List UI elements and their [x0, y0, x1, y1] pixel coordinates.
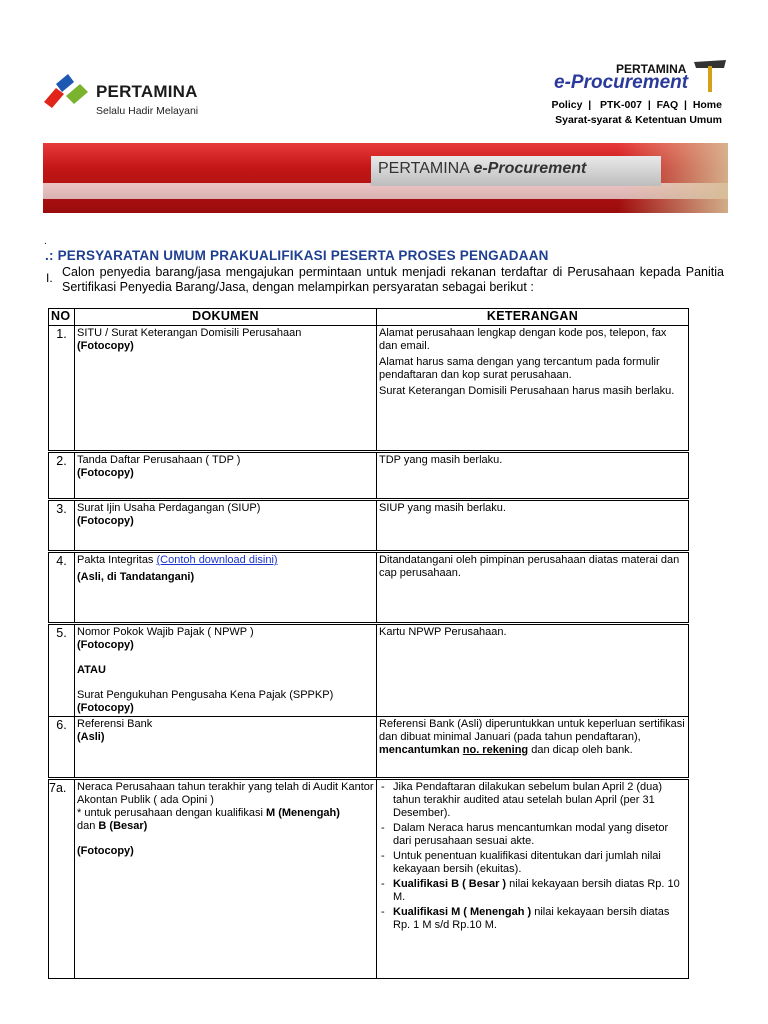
nav-policy-link[interactable]: Policy: [551, 99, 583, 111]
document-name: Surat Ijin Usaha Perdagangan (SIUP): [77, 502, 261, 514]
row-keterangan: Ditandatangani oleh pimpinan perusahaan diatas materai dan cap perusahaan.: [377, 552, 689, 624]
hammer-icon: [690, 56, 730, 96]
table-row: [49, 717, 689, 779]
kualifikasi-m-label: Kualifikasi M ( Menengah ): [393, 906, 532, 918]
document-name: SITU / Surat Keterangan Domisili Perusahaan: [77, 327, 302, 339]
header-banner: [43, 143, 728, 213]
table-row: [49, 624, 689, 717]
header-keterangan: KETERANGAN: [377, 309, 689, 326]
keterangan-bold: mencantumkan: [379, 744, 463, 756]
document-note: (Fotocopy): [77, 639, 134, 651]
eprocurement-logo-small: PERTAMINA: [616, 62, 687, 76]
row-keterangan: [377, 717, 689, 779]
document-name: Neraca Perusahaan tahun terakhir yang telah di Audit Kantor Akontan Publik ( ada Opini ): [77, 781, 374, 806]
pertamina-logo: [42, 74, 199, 117]
kualifikasi-m-text: nilai kekayaan bersih diatas Rp. 1 M s/d Rp.10 M.: [393, 906, 670, 931]
table-row: [49, 500, 689, 552]
keterangan-line: Alamat harus sama dengan yang tercantum pada formulir pendaftaran dan kop surat perusahaan.: [379, 356, 660, 381]
list-item: - Untuk penentuan kualifikasi ditentukan dari jumlah nilai kekayaan bersih (ekuitas).: [379, 850, 686, 876]
document-note: (Fotocopy): [77, 467, 134, 479]
nav-syarat-link[interactable]: Syarat-syarat & Ketentuan Umum: [555, 114, 722, 126]
keterangan-text: dan dicap oleh bank.: [528, 744, 633, 756]
list-item: [379, 878, 686, 904]
banner-title-plain: PERTAMINA: [378, 160, 474, 177]
banner-title-italic: e-Procurement: [473, 160, 587, 177]
row-number: 1.: [49, 326, 75, 452]
qualification-b: B (Besar): [98, 820, 148, 832]
nav-faq-link[interactable]: FAQ: [656, 99, 679, 111]
row-number: 4.: [49, 552, 75, 624]
row-keterangan: SIUP yang masih berlaku.: [377, 500, 689, 552]
nav-home-link[interactable]: Home: [692, 99, 722, 111]
row-number: 7a.: [49, 779, 75, 979]
table-row: [49, 779, 689, 979]
keterangan-list: [379, 781, 686, 932]
document-name-text: Pakta Integritas: [77, 554, 157, 566]
row-keterangan: Kartu NPWP Perusahaan.: [377, 624, 689, 717]
list-item: [379, 906, 686, 932]
page-heading: .: PERSYARATAN UMUM PRAKUALIFIKASI PESERTA PROSES PENGADAAN: [45, 248, 549, 263]
document-note: (Asli, di Tandatangani): [77, 571, 195, 583]
table-row: [49, 452, 689, 500]
nav-ptk007-link[interactable]: PTK-007: [599, 99, 642, 111]
table-row: [49, 326, 689, 452]
intro-text: Calon penyedia barang/jasa mengajukan permintaan untuk menjadi rekanan terdaftar di Perusahaan kepada Panitia Sertifikasi Penyedia Barang/Jasa, dengan melampirkan persyaratan sebagai berikut :: [62, 265, 724, 294]
document-name: Referensi Bank: [77, 718, 153, 730]
keterangan-line: Alamat perusahaan lengkap dengan kode pos, telepon, fax dan email.: [379, 327, 667, 352]
document-name: [77, 554, 374, 567]
document-note: (Fotocopy): [77, 515, 134, 527]
header-no: NO: [49, 309, 75, 326]
document-note: (Fotocopy): [77, 702, 134, 714]
row-number: 3.: [49, 500, 75, 552]
keterangan-underline: no. rekening: [462, 744, 529, 756]
top-nav: Policy | PTK-007 | FAQ | Home Syarat-syarat & Ketentuan Umum: [551, 99, 722, 126]
download-example-link[interactable]: (Contoh download disini): [156, 554, 278, 566]
row-number: 2.: [49, 452, 75, 500]
row-document: [75, 326, 377, 452]
document-qualification: [77, 820, 374, 833]
row-document: [75, 500, 377, 552]
row-number: 6.: [49, 717, 75, 779]
stray-dot: .: [44, 236, 47, 247]
row-document: [75, 779, 377, 979]
header-dokumen: DOKUMEN: [75, 309, 377, 326]
qualification-m: M (Menengah): [265, 807, 340, 819]
requirements-table: [48, 308, 689, 979]
list-item: - Dalam Neraca harus mencantumkan modal yang disetor dari perusahaan sesuai akte.: [379, 822, 686, 848]
logo-tagline: Selalu Hadir Melayani: [96, 105, 199, 117]
document-note: (Asli): [77, 731, 105, 743]
list-item: - Jika Pendaftaran dilakukan sebelum bulan April 2 (dua) tahun terakhir audited atau setelah bulan April (per 31 Desember).: [379, 781, 686, 820]
row-document: [75, 452, 377, 500]
row-document: [75, 624, 377, 717]
document-name: Nomor Pokok Wajib Pajak ( NPWP ): [77, 626, 254, 638]
document-name: Tanda Daftar Perusahaan ( TDP ): [77, 454, 241, 466]
document-name: Surat Pengukuhan Pengusaha Kena Pajak (SPPKP): [77, 689, 334, 701]
pertamina-logo-icon: [42, 74, 94, 110]
keterangan-text: Referensi Bank (Asli) diperuntukkan untuk keperluan sertifikasi dan dibuat minimal Januari (pada tahun pendaftaran),: [379, 718, 685, 743]
keterangan-line: Surat Keterangan Domisili Perusahaan harus masih berlaku.: [379, 385, 675, 397]
banner-title: [378, 160, 586, 178]
document-note: (Fotocopy): [77, 340, 134, 352]
logo-wordmark: PERTAMINA: [96, 82, 198, 101]
table-row: [49, 552, 689, 624]
eprocurement-logo-big: e-Procurement: [554, 72, 689, 93]
document-note: (Fotocopy): [77, 845, 134, 857]
row-document: [75, 717, 377, 779]
kualifikasi-b-text: nilai kekayaan bersih diatas Rp. 10 M.: [393, 878, 680, 903]
row-keterangan: [377, 326, 689, 452]
document-or: ATAU: [77, 664, 106, 676]
row-number: 5.: [49, 624, 75, 717]
qualification-text: dan: [77, 820, 99, 832]
document-qualification: [77, 807, 374, 820]
row-keterangan: [377, 779, 689, 979]
row-document: [75, 552, 377, 624]
kualifikasi-b-label: Kualifikasi B ( Besar ): [393, 878, 507, 890]
intro-number: I.: [46, 271, 53, 285]
qualification-text: * untuk perusahaan dengan kualifikasi: [77, 807, 266, 819]
row-keterangan: TDP yang masih berlaku.: [377, 452, 689, 500]
table-header-row: [49, 309, 689, 326]
